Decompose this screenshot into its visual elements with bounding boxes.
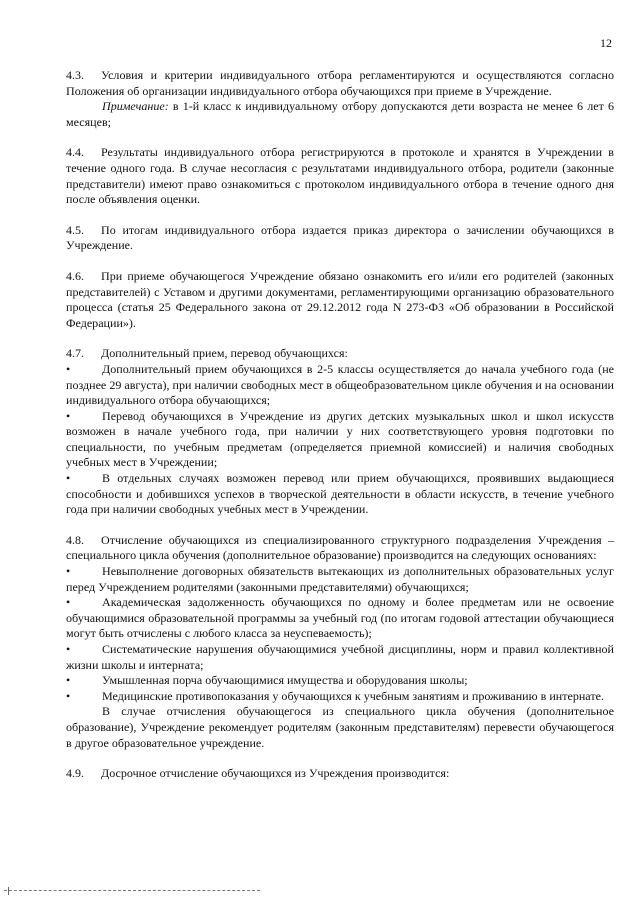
- section-number: 4.8.: [66, 532, 85, 547]
- section-number: 4.9.: [66, 766, 85, 781]
- bullet-item: • Систематические нарушения обучающимися учебной дисциплины, норм и правил коллективной жизни школы и интерната;: [66, 642, 614, 673]
- section-4-8-closing: В случае отчисления обучающегося из специального цикла обучения (дополнительное образование), Учреждение рекомендует родителям (законным представителям) перевести обучающегося в другое образовательное учреждение.: [66, 704, 614, 750]
- section-text: При приеме обучающегося Учреждение обязано ознакомить его и/или его родителей (законных представителей) с Уставом и другими документами, регламентирующими организацию образовательного процесса (статья 25 Федерального закона от 29.12.2012 года N 273-ФЗ «Об образовании в Российской Федерации»).: [66, 268, 614, 330]
- bullet-item: • Невыполнение договорных обязательств вытекающих из дополнительных образовательных услуг перед Учреждением родителями (законными представителями) обучающихся;: [66, 564, 614, 595]
- document-body: [66, 68, 614, 782]
- section-4-3: [66, 68, 614, 99]
- section-number: 4.4.: [66, 145, 85, 160]
- section-number: 4.5.: [66, 222, 85, 237]
- section-4-7: [66, 346, 614, 362]
- bullet-item: • Академическая задолженность обучающихся по одному и более предметам или не освоение обучающимися образовательной программы за учебный год (по итогам годовой аттестации обучающиеся могут быть отчислены с любого класса за неуспеваемость);: [66, 595, 614, 642]
- section-4-3-note: [66, 99, 614, 130]
- note-label: Примечание:: [102, 99, 169, 114]
- section-text: Дополнительный прием, перевод обучающихся:: [101, 346, 348, 361]
- section-4-8: [66, 533, 614, 564]
- section-4-6: [66, 269, 614, 331]
- page-number: 12: [600, 36, 612, 50]
- bullet-item: • Дополнительный прием обучающихся в 2-5 классы осуществляется до начала учебного года (не позднее 29 августа), при наличии свободных мест в общеобразовательном цикле обучения и на основании индивидуального отбора обучающихся;: [66, 362, 614, 409]
- section-text: Условия и критерии индивидуального отбора регламентируются и осуществляются согласно Положения об организации индивидуального отбора обучающихся при приеме в Учреждение.: [66, 68, 614, 98]
- section-number: 4.7.: [66, 346, 85, 361]
- bullet-item: • В отдельных случаях возможен перевод или прием обучающихся, проявивших выдающиеся способности и добившихся успехов в творческой деятельности в области искусств, в течение учебного года при наличии свободных учебных мест в Учреждении.: [66, 471, 614, 518]
- scan-mark: [8, 887, 9, 895]
- section-text: Отчисление обучающихся из специализированного структурного подразделения Учреждения – специального цикла обучения (дополнительное образование) производится на следующих основаниях:: [66, 532, 614, 563]
- section-4-9: [66, 766, 614, 782]
- section-text: Результаты индивидуального отбора регистрируются в протоколе и хранятся в Учреждении в течение одного года. В случае несогласия с результатами индивидуального отбора, родители (законные представители) имеют право ознакомиться с протоколом индивидуального отбора в течение одного дня после объявления оценки.: [66, 145, 614, 207]
- section-text: По итогам индивидуального отбора издается приказ директора о зачислении обучающихся в Учреждение.: [66, 222, 614, 253]
- note-text: в 1-й класс к индивидуальному отбору допускаются дети возраста не менее 6 лет 6 месяцев;: [66, 99, 614, 129]
- bullet-item: • Умышленная порча обучающимися имущества и оборудования школы;: [66, 673, 614, 689]
- bullet-item: • Перевод обучающихся в Учреждение из других детских музыкальных школ и школ искусств возможен в начале учебного года, при наличии у них соответствующего уровня подготовки по специальности, по учебным предметам (определяется приемной комиссией) и наличия свободных учебных мест в Учреждении;: [66, 409, 614, 471]
- section-4-5: [66, 223, 614, 254]
- section-text: Досрочное отчисление обучающихся из Учреждения производится:: [101, 766, 450, 781]
- section-number: 4.3.: [66, 68, 85, 82]
- bullet-item: • Медицинские противопоказания у обучающихся к учебным занятиям и проживанию в интернате.: [66, 689, 614, 705]
- section-number: 4.6.: [66, 268, 85, 283]
- section-4-4: [66, 145, 614, 207]
- footer-divider: [4, 890, 260, 891]
